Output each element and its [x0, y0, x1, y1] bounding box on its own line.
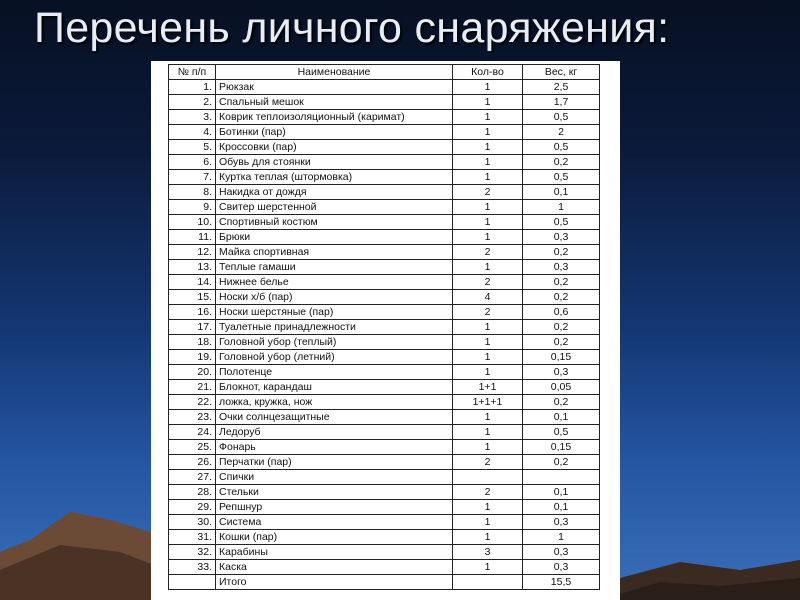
item-quantity: [453, 575, 523, 590]
table-row: [169, 455, 600, 470]
item-weight: [523, 470, 600, 485]
table-row: [169, 425, 600, 440]
table-header-row: [169, 65, 600, 80]
item-name: Теплые гамаши: [216, 260, 453, 275]
table-row: [169, 545, 600, 560]
row-number: 20.: [169, 365, 216, 380]
item-quantity: 1: [453, 410, 523, 425]
item-name: Репшнур: [216, 500, 453, 515]
table-row: [169, 200, 600, 215]
item-weight: 0,2: [523, 335, 600, 350]
table-row: [169, 185, 600, 200]
table-body: [169, 80, 600, 590]
table-row: [169, 155, 600, 170]
item-quantity: 1: [453, 110, 523, 125]
row-number: 10.: [169, 215, 216, 230]
item-name: Система: [216, 515, 453, 530]
row-number: 1.: [169, 80, 216, 95]
item-quantity: 2: [453, 275, 523, 290]
table-row: [169, 170, 600, 185]
item-name: Итого: [216, 575, 453, 590]
item-name: Кошки (пар): [216, 530, 453, 545]
item-name: Туалетные принадлежности: [216, 320, 453, 335]
table-row: [169, 395, 600, 410]
row-number: 17.: [169, 320, 216, 335]
item-quantity: 1: [453, 560, 523, 575]
table-row: [169, 515, 600, 530]
table-row: [169, 485, 600, 500]
header-quantity: Кол-во: [453, 65, 523, 80]
header-weight: Вес, кг: [523, 65, 600, 80]
table-row: [169, 410, 600, 425]
item-name: Спортивный костюм: [216, 215, 453, 230]
item-name: Спички: [216, 470, 453, 485]
table-row: [169, 335, 600, 350]
item-quantity: 1: [453, 320, 523, 335]
item-quantity: 1: [453, 500, 523, 515]
item-quantity: 1: [453, 80, 523, 95]
row-number: 16.: [169, 305, 216, 320]
row-number: 18.: [169, 335, 216, 350]
item-name: ложка, кружка, нож: [216, 395, 453, 410]
item-quantity: 1: [453, 425, 523, 440]
table-row: [169, 305, 600, 320]
item-quantity: 2: [453, 485, 523, 500]
item-weight: 0,3: [523, 545, 600, 560]
row-number: 13.: [169, 260, 216, 275]
row-number: 8.: [169, 185, 216, 200]
item-name: Фонарь: [216, 440, 453, 455]
row-number: 32.: [169, 545, 216, 560]
item-weight: 0,6: [523, 305, 600, 320]
item-quantity: 4: [453, 290, 523, 305]
item-name: Носки х/б (пар): [216, 290, 453, 305]
item-weight: 0,2: [523, 455, 600, 470]
item-weight: 0,2: [523, 290, 600, 305]
table-row: [169, 380, 600, 395]
item-quantity: 1: [453, 95, 523, 110]
item-quantity: 2: [453, 305, 523, 320]
item-name: Полотенце: [216, 365, 453, 380]
equipment-sheet: [151, 61, 620, 600]
header-number: № п/п: [169, 65, 216, 80]
table-row: [169, 350, 600, 365]
item-weight: 0,2: [523, 245, 600, 260]
table-row: [169, 245, 600, 260]
item-quantity: 2: [453, 455, 523, 470]
row-number: 24.: [169, 425, 216, 440]
item-quantity: 1: [453, 215, 523, 230]
table-row: [169, 530, 600, 545]
item-name: Брюки: [216, 230, 453, 245]
table-row: [169, 290, 600, 305]
table-row: [169, 440, 600, 455]
item-quantity: 2: [453, 185, 523, 200]
row-number: 25.: [169, 440, 216, 455]
row-number: 7.: [169, 170, 216, 185]
row-number: 11.: [169, 230, 216, 245]
item-name: Ледоруб: [216, 425, 453, 440]
item-weight: 15,5: [523, 575, 600, 590]
item-name: Головной убор (летний): [216, 350, 453, 365]
row-number: 28.: [169, 485, 216, 500]
item-name: Куртка теплая (штормовка): [216, 170, 453, 185]
item-quantity: 1+1+1: [453, 395, 523, 410]
table-row: [169, 215, 600, 230]
item-weight: 0,3: [523, 260, 600, 275]
item-weight: 0,3: [523, 560, 600, 575]
item-quantity: 1: [453, 260, 523, 275]
table-row: [169, 95, 600, 110]
item-name: Накидка от дождя: [216, 185, 453, 200]
item-weight: 2,5: [523, 80, 600, 95]
item-weight: 0,1: [523, 485, 600, 500]
item-weight: 1: [523, 530, 600, 545]
item-name: Носки шерстяные (пар): [216, 305, 453, 320]
row-number: 27.: [169, 470, 216, 485]
item-name: Каска: [216, 560, 453, 575]
item-name: Стельки: [216, 485, 453, 500]
table-row: [169, 260, 600, 275]
item-quantity: 1: [453, 440, 523, 455]
item-name: Майка спортивная: [216, 245, 453, 260]
item-weight: 0,1: [523, 500, 600, 515]
item-quantity: 1: [453, 365, 523, 380]
item-weight: 0,1: [523, 410, 600, 425]
item-quantity: 1: [453, 350, 523, 365]
item-quantity: 1: [453, 155, 523, 170]
table-row: [169, 230, 600, 245]
item-weight: 0,3: [523, 365, 600, 380]
row-number: 14.: [169, 275, 216, 290]
item-name: Рюкзак: [216, 80, 453, 95]
item-weight: 0,5: [523, 170, 600, 185]
item-weight: 0,15: [523, 440, 600, 455]
item-name: Ботинки (пар): [216, 125, 453, 140]
item-quantity: [453, 470, 523, 485]
item-quantity: 1+1: [453, 380, 523, 395]
row-number: 22.: [169, 395, 216, 410]
item-weight: 0,2: [523, 275, 600, 290]
row-number: [169, 575, 216, 590]
item-weight: 0,1: [523, 185, 600, 200]
item-quantity: 3: [453, 545, 523, 560]
item-weight: 0,5: [523, 110, 600, 125]
row-number: 4.: [169, 125, 216, 140]
item-name: Коврик теплоизоляционный (каримат): [216, 110, 453, 125]
row-number: 23.: [169, 410, 216, 425]
row-number: 2.: [169, 95, 216, 110]
item-quantity: 1: [453, 335, 523, 350]
table-row: [169, 560, 600, 575]
item-name: Свитер шерстенной: [216, 200, 453, 215]
item-weight: 1,7: [523, 95, 600, 110]
row-number: 19.: [169, 350, 216, 365]
table-row: [169, 80, 600, 95]
slide-title: Перечень личного снаряжения:: [34, 4, 670, 52]
row-number: 21.: [169, 380, 216, 395]
row-number: 3.: [169, 110, 216, 125]
item-weight: 2: [523, 125, 600, 140]
item-weight: 0,15: [523, 350, 600, 365]
table-row: [169, 110, 600, 125]
table-row: [169, 125, 600, 140]
row-number: 15.: [169, 290, 216, 305]
item-weight: 0,05: [523, 380, 600, 395]
table-row: [169, 140, 600, 155]
item-name: Нижнее белье: [216, 275, 453, 290]
item-name: Головной убор (теплый): [216, 335, 453, 350]
row-number: 12.: [169, 245, 216, 260]
item-name: Кроссовки (пар): [216, 140, 453, 155]
item-quantity: 1: [453, 125, 523, 140]
item-name: Блокнот, карандаш: [216, 380, 453, 395]
table-row: [169, 500, 600, 515]
row-number: 31.: [169, 530, 216, 545]
item-weight: 1: [523, 200, 600, 215]
item-name: Обувь для стоянки: [216, 155, 453, 170]
item-name: Перчатки (пар): [216, 455, 453, 470]
table-row: [169, 575, 600, 590]
equipment-table: [168, 64, 600, 590]
row-number: 6.: [169, 155, 216, 170]
table-row: [169, 275, 600, 290]
row-number: 5.: [169, 140, 216, 155]
item-quantity: 1: [453, 170, 523, 185]
item-weight: 0,2: [523, 395, 600, 410]
table-row: [169, 365, 600, 380]
table-row: [169, 320, 600, 335]
item-quantity: 1: [453, 530, 523, 545]
item-weight: 0,3: [523, 515, 600, 530]
item-weight: 0,5: [523, 425, 600, 440]
header-name: Наименование: [216, 65, 453, 80]
row-number: 9.: [169, 200, 216, 215]
item-weight: 0,3: [523, 230, 600, 245]
item-name: Спальный мешок: [216, 95, 453, 110]
row-number: 30.: [169, 515, 216, 530]
item-weight: 0,2: [523, 155, 600, 170]
item-name: Карабины: [216, 545, 453, 560]
item-name: Очки солнцезащитные: [216, 410, 453, 425]
row-number: 29.: [169, 500, 216, 515]
item-quantity: 1: [453, 140, 523, 155]
item-weight: 0,5: [523, 140, 600, 155]
item-weight: 0,5: [523, 215, 600, 230]
row-number: 33.: [169, 560, 216, 575]
item-quantity: 2: [453, 245, 523, 260]
row-number: 26.: [169, 455, 216, 470]
item-quantity: 1: [453, 230, 523, 245]
item-quantity: 1: [453, 515, 523, 530]
item-weight: 0,2: [523, 320, 600, 335]
table-row: [169, 470, 600, 485]
item-quantity: 1: [453, 200, 523, 215]
